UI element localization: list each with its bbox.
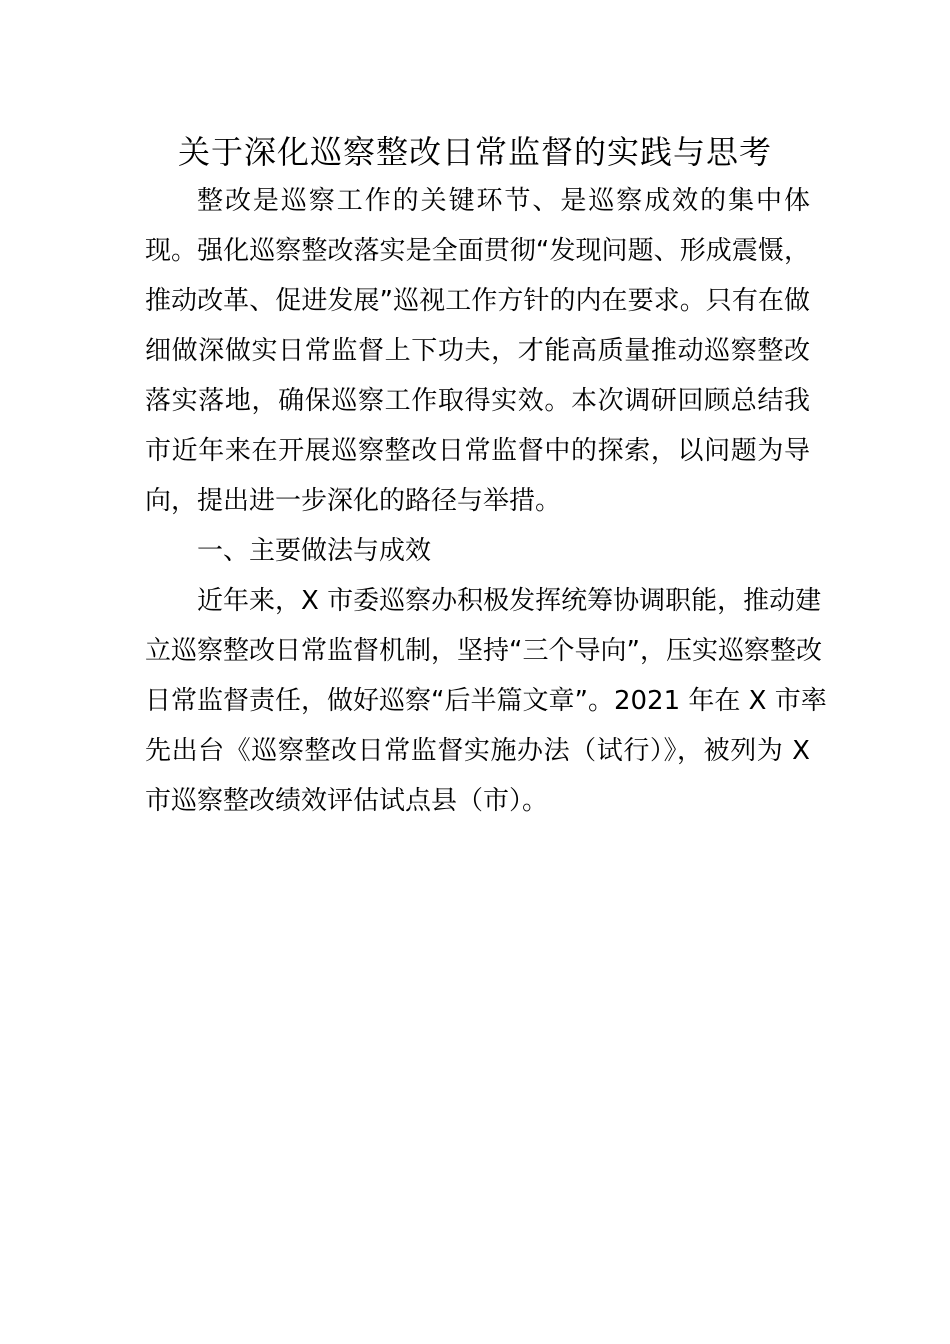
text-line: 市近年来在开展巡察整改日常监督中的探索，以问题为导 bbox=[145, 436, 810, 466]
text-line: 现。强化巡察整改落实是全面贯彻“发现问题、形成震慑， bbox=[145, 236, 810, 266]
text-line: 向，提出进一步深化的路径与举措。 bbox=[145, 486, 562, 516]
document-body bbox=[145, 176, 827, 826]
text-line: 先出台《巡察整改日常监督实施办法（试行）》，被列为 X bbox=[145, 736, 810, 766]
text-line: 日常监督责任，做好巡察“后半篇文章”。2021 年在 X 市率 bbox=[145, 686, 827, 716]
text-line: 市巡察整改绩效评估试点县（市）。 bbox=[145, 786, 549, 816]
text-line: 近年来，X 市委巡察办积极发挥统筹协调职能，推动建 bbox=[197, 586, 822, 616]
document-title: 关于深化巡察整改日常监督的实践与思考 bbox=[177, 133, 772, 171]
section-heading: 一、主要做法与成效 bbox=[197, 536, 432, 566]
paragraph-intro bbox=[145, 176, 810, 526]
text-line: 推动改革、促进发展”巡视工作方针的内在要求。只有在做 bbox=[145, 286, 810, 316]
text-line: 落实落地，确保巡察工作取得实效。本次调研回顾总结我 bbox=[145, 386, 810, 416]
text-line: 整改是巡察工作的关键环节、是巡察成效的集中体 bbox=[197, 186, 810, 216]
text-line: 细做深做实日常监督上下功夫，才能高质量推动巡察整改 bbox=[145, 336, 810, 366]
paragraph-practices bbox=[145, 576, 827, 826]
text-line: 立巡察整改日常监督机制，坚持“三个导向”，压实巡察整改 bbox=[145, 636, 822, 666]
